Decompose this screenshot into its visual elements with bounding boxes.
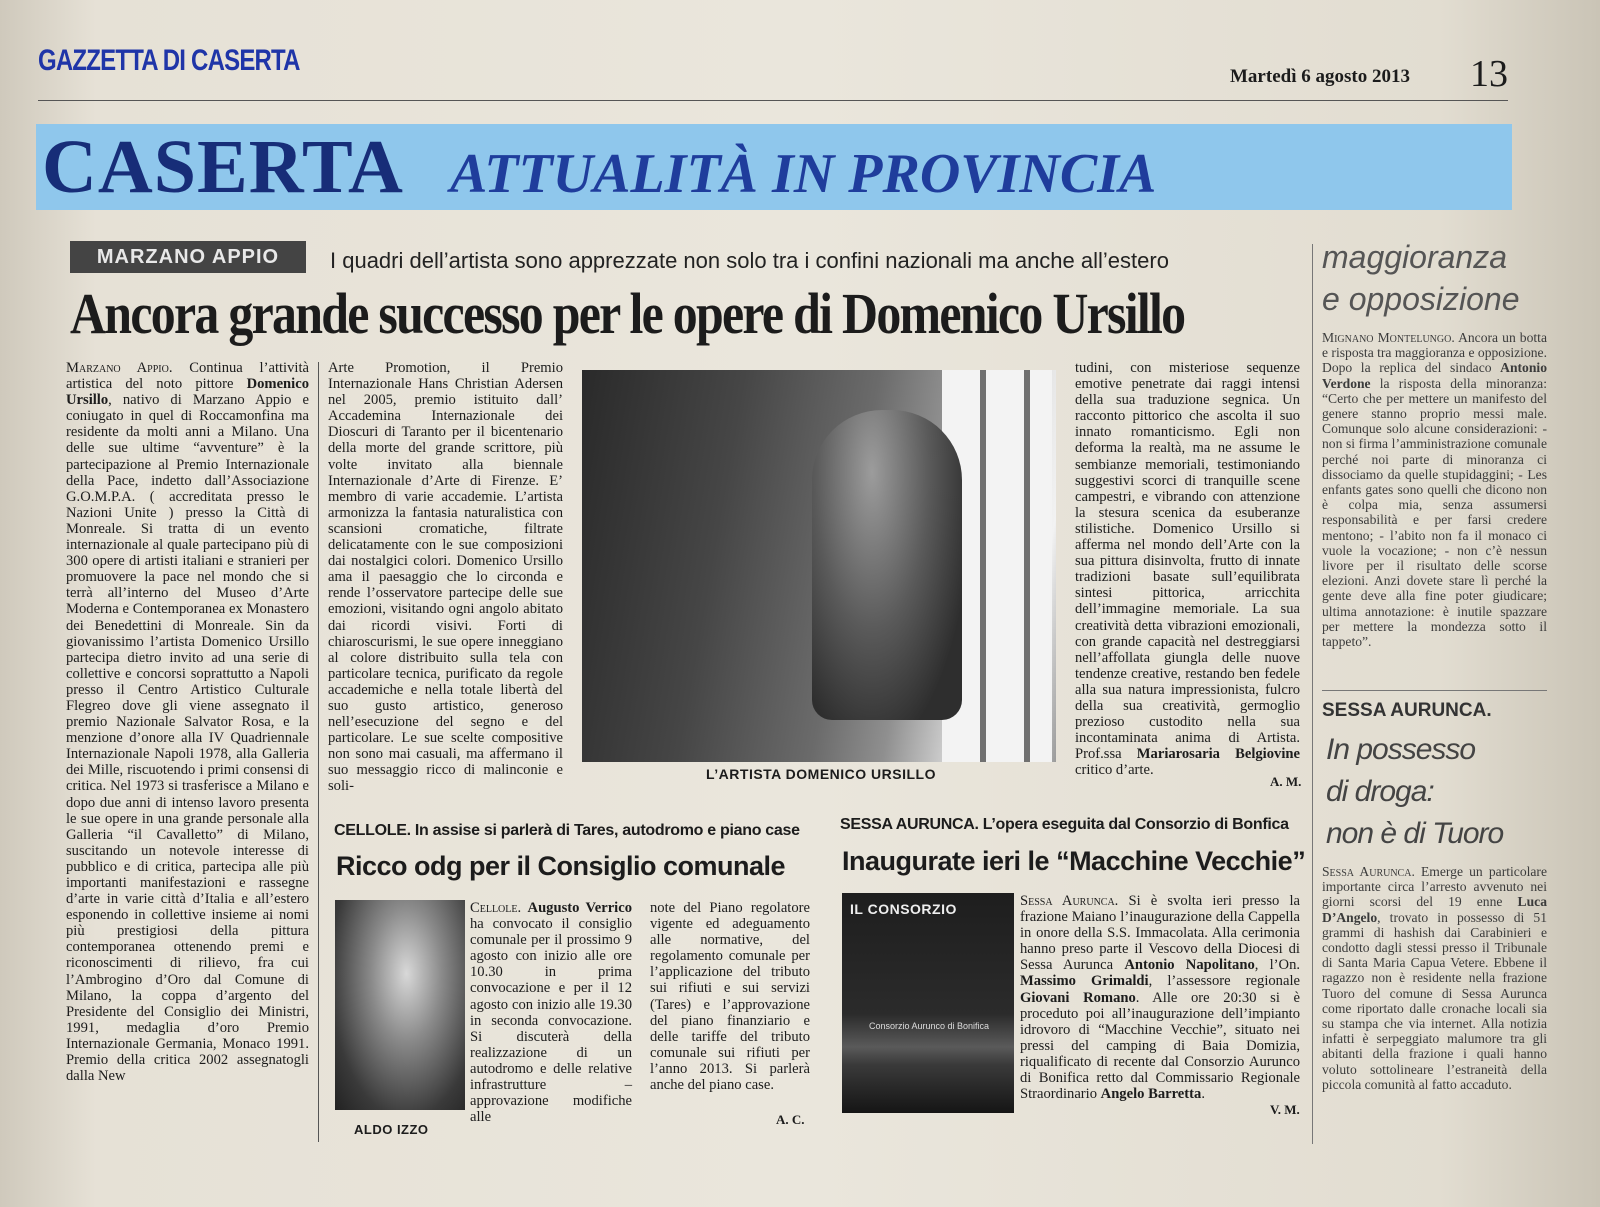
sessa-headline: Inaugurate ieri le “Macchine Vecchie” bbox=[842, 846, 1306, 876]
main-headline: Ancora grande successo per le opere di Domenico Ursillo bbox=[70, 281, 1185, 346]
column-rule bbox=[318, 362, 319, 1142]
aldo-izzo-photo bbox=[335, 900, 465, 1110]
main-column-2: Arte Promotion, il Premio Internazionale Hans Christian Adersen nel 2005, premio istituito dall’ Accademina Internazionale dei Dioscuri di Taranto per il bicentenario della morte del grande scrittore, più volte invitato alla biennale Internazionale d’Arte di Firenze. E’ membro di varie accademie. L’artista armonizza la fantasia naturalistica con scansioni cromatiche, filtrate delicatamente con le sue composizioni dai nostalgici colori. Domenico Ursillo ama il paesaggio che lo circonda e rende l’osservatore partecipe delle sue emozioni, visitando ogni angolo abitato dai ricordi visivi. Forti di chiaroscurismi, le sue opere inneggiano al colore distribuito sulla tela con particolare tecnica, purificato da regole accademiche e nella totale libertà del suo gusto artistico, generoso nell’esecuzione del segno e del particolare. Le sue scelte compositive non sono mai casuali, ma affermano il suo messaggio ricco di malinconie e soli- bbox=[328, 360, 563, 795]
cellole-headline: Ricco odg per il Consiglio comunale bbox=[336, 851, 786, 881]
sidebar-1-title-line-1: maggioranza bbox=[1322, 239, 1507, 275]
author-name: Mariarosaria Belgiovine bbox=[1136, 746, 1300, 763]
cellole-column-1: Cellole. Augusto Verrico ha convocato il consiglio comunale per il prossimo 9 agosto con inizio alle ore 10.30 in prima convocazione e per il 12 agosto con inizio alle 19.30 in seconda convocazione. Si discuterà della realizzazione di un autodromo e delle relative infrastrutture – approvazione modifiche alle bbox=[470, 900, 632, 1126]
consorzio-sign: Consorzio Aurunco di Bonifica bbox=[868, 1021, 990, 1031]
sessa-body: Sessa Aurunca. Si è svolta ieri presso la frazione Maiano l’inaugurazione della Cappella in onore della S.S. Immacolata. Alla cerimonia hanno preso parte il Vescovo della Diocesi di Sessa Aurunca Antonio Napolitano, l’On. Massimo Grimaldi, l’assessore regionale Giovani Romano. Alle ore 20:30 si è proceduto poi all’inaugurazione dell’impianto idrovoro di “Macchine Vecchie”, situato nei pressi del camping di Baia Domizia, riqualificato di recente dal Consorzio Aurunco di Bonifica retto dal Commissario Regionale Straordinario Angelo Barretta. bbox=[1020, 893, 1301, 1103]
aldo-izzo-caption: ALDO IZZO bbox=[354, 1122, 429, 1137]
main-kicker: MARZANO APPIO bbox=[70, 241, 306, 273]
dateline: Marzano Appio. bbox=[66, 360, 173, 376]
main-column-1: Marzano Appio. Continua l’attività artistica del noto pittore Domenico Ursillo, nativo di Marzano Appio e coniugato in quel di Roccamonfina ma residente da molti anni a Milano. Una delle sue ultime “avventure” è la partecipazione al Premio Internazionale della Pace, indetto dall’Associazione G.O.M.P.A. ( accreditata presso le Nazioni Unite ) presso la Città di Monreale. Si tratta di un evento internazionale al quale partecipano più di 300 opere di artisti italiani e stranieri per promuovere la pace nel mondo che si terrà all’interno del Museo d’Arte Moderna e Contemporanea ex Monastero dei Benedettini di Monreale. Sin da giovanissimo l’artista Domenico Ursillo partecipa dietro invito ad una serie di collettive e concorsi soprattutto a Napoli presso il Centro Artistico Culturale Flegreo dove gli viene assegnato il premio Nazionale Salvator Rosa, e la menzione d’onore alla IV Quadriennale Internazionale Napoli 1978, alla Galleria dei Mille, riscuotendo i primi consensi di critica. Nel 1973 si trasferisce a Milano e dopo due anni di intenso lavoro presenta le sue opere in una grande personale alla Galleria “il Cavalletto” di Milano, suscitando un notevole interesse di pubblico e di critica, partecipa alle più importanti manifestazioni e rassegne d’arte in varie città d’Italia e all’estero esponendo in collettive insieme ai nomi più prestigiosi della pittura contemporanea ottenendo premi e riconoscimenti di rilievo, fra cui l’Ambrogino d’Oro dal Comune di Milano, la coppa d’argento del Presidente del Consiglio dei Ministri, 1991, medaglia d’oro Premio Internazionale Germania, Monaco 1991. Premio della critica 2002 assegnatogli dalla New bbox=[66, 360, 309, 1085]
cellole-column-2: note del Piano regolatore vigente ed adeguamento alle normative, del regolamento comunale per l’applicazione del tributo sui rifiuti e sui servizi (Tares) e l’approvazione del piano finanziario e delle tariffe del tributo comunale sui rifiuti per l’anno 2013. Si parlerà anche del piano case. bbox=[650, 900, 810, 1094]
page-number: 13 bbox=[1470, 53, 1508, 95]
consorzio-photo-label: IL CONSORZIO bbox=[850, 901, 957, 917]
photo-figure bbox=[812, 410, 962, 720]
header-rule bbox=[38, 100, 1508, 101]
sessa-signature: V. M. bbox=[1270, 1102, 1300, 1117]
sidebar-2-title-line-3: non è di Tuoro bbox=[1326, 817, 1504, 850]
issue-date: Martedì 6 agosto 2013 bbox=[1230, 66, 1410, 87]
sidebar-1-body: Mignano Montelungo. Ancora un botta e risposta tra maggioranza e opposizione. Dopo la replica del sindaco Antonio Verdone la risposta della minoranza: “Certo che per mettere un manifesto del genere stanno proprio messi male. Comunque solo alcune considerazioni: - non si firma l’amministrazione comunale perché noi parte di minoranza ci dissociamo da quelle stupidaggini; - Les enfants gates sono quelli che dicono non è colpa mia, senza assumersi responsabilità e per farsi credere mentono; - l’abito non fa il monaco ci vuole la vocazione; - non c’è nessun livore per il risultato delle scorse elezioni. Anzi dovete stare lì perché la gente deve alla fine poter giudicare; ultima annotazione: è inutile spazzare per mettere la mondezza sotto il tappeto”. bbox=[1322, 330, 1547, 650]
artist-photo-caption: L’ARTISTA DOMENICO URSILLO bbox=[706, 766, 936, 782]
person-name: Domenico Ursillo bbox=[66, 376, 309, 409]
main-column-3: tudini, con misteriose sequenze emotive penetrate dai raggi intensi della sua traduzione segnica. Un racconto pittorico che ascolta il suo innato romanticismo. Egli non deforma la realtà, ma ne assume le sembianze memoriali, testimoniando suggestivi scorci di tranquille scene campestri, e vibrando con attenzione la stesura scenica da esuberanze stilistiche. Domenico Ursillo si afferma nel mondo dell’Arte con la sua pittura disinvolta, frutto di innate tradizioni basate sull’equilibrata sintesi pittorica, arricchita dell’immagine memoriale. La sua creatività detta vibrazioni emozionali, con grande capacità nel destreggiarsi nell’affollata giungla delle nuove tendenze creative, restando ben fedele alla sua natura impressionista, fulcro della sua creatività, germoglio prezioso custodito nella sua incontaminata anima di Artista. Prof.ssa Mariarosaria Belgiovine critico d’arte. bbox=[1075, 360, 1300, 779]
section-city: CASERTA bbox=[42, 125, 404, 209]
sidebar-2-body: Sessa Aurunca. Emerge un particolare importante circa l’arresto avvenuto nei giorni scorsi del 19 enne Luca D’Angelo, trovato in possesso di 51 grammi di hashish dai Carabinieri e condotto dagli stessi presso il Tribunale di Santa Maria Capua Vetere. Ebbene il ragazzo non è residente nella frazione Tuoro del comune di Sessa Aurunca come riportato dalle cronache locali sia su stampa che via internet. Alla notizia infatti è serpeggiato malumore tra gli abitanti della frazione i quali hanno voluto sottolineare l’estraneità della piccola comunità al fatto accaduto. bbox=[1322, 864, 1547, 1092]
cellole-signature: A. C. bbox=[776, 1112, 805, 1127]
sidebar-1-title-line-2: e opposizione bbox=[1322, 281, 1520, 317]
masthead: GAZZETTA DI CASERTA bbox=[38, 44, 300, 77]
consorzio-photo bbox=[842, 893, 1014, 1113]
sessa-kicker: SESSA AURUNCA. L’opera eseguita dal Consorzio di Bonfica bbox=[840, 816, 1289, 833]
sidebar-rule bbox=[1312, 244, 1313, 1144]
main-subheadline: I quadri dell’artista sono apprezzate non solo tra i confini nazionali ma anche all’estero bbox=[330, 248, 1169, 273]
main-signature: A. M. bbox=[1270, 774, 1302, 789]
sidebar-2-title-line-2: di droga: bbox=[1326, 775, 1434, 808]
sidebar-divider bbox=[1322, 690, 1547, 691]
artist-photo bbox=[582, 370, 1056, 762]
sidebar-2-kicker: SESSA AURUNCA. bbox=[1322, 700, 1492, 721]
section-title: ATTUALITÀ IN PROVINCIA bbox=[450, 143, 1157, 205]
cellole-kicker: CELLOLE. In assise si parlerà di Tares, autodromo e piano case bbox=[334, 822, 800, 839]
sidebar-2-title-line-1: In possesso bbox=[1326, 733, 1476, 766]
